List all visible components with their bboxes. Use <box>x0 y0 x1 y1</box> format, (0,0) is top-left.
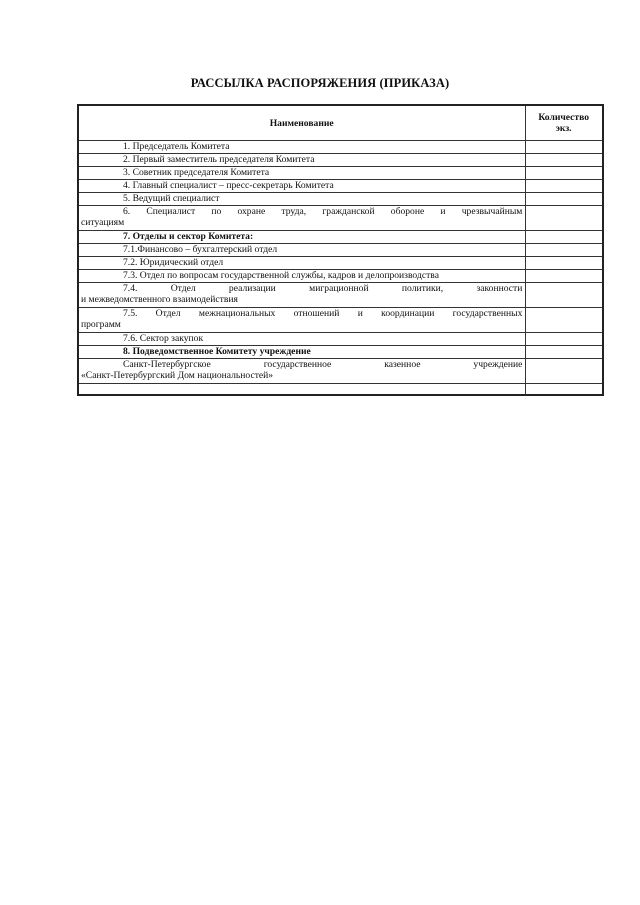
recipient-name <box>78 359 526 384</box>
recipient-quantity <box>526 154 603 167</box>
recipient-quantity <box>526 283 603 308</box>
table-row <box>78 180 603 193</box>
table-row <box>78 244 603 257</box>
header-quantity-line1: Количество <box>538 112 590 123</box>
table-row <box>78 257 603 270</box>
recipient-name <box>78 206 526 231</box>
recipient-name: 4. Главный специалист – пресс-секретарь Комитета <box>78 180 526 193</box>
table-row <box>78 283 603 308</box>
table-row <box>78 206 603 231</box>
page-title: РАССЫЛКА РАСПОРЯЖЕНИЯ (ПРИКАЗА) <box>190 76 450 90</box>
table-row <box>78 141 603 154</box>
recipient-quantity <box>526 206 603 231</box>
recipient-name-line2: ситуациям <box>81 217 125 228</box>
table-row <box>78 270 603 283</box>
recipient-quantity <box>526 244 603 257</box>
recipient-name-line2: и межведомственного взаимодействия <box>81 294 238 305</box>
table-row <box>78 231 603 244</box>
recipient-name-line1: 7.5. Отдел межнациональных отношений и координации государственных <box>123 308 523 319</box>
recipient-name: 2. Первый заместитель председателя Комитета <box>78 154 526 167</box>
recipient-quantity <box>526 167 603 180</box>
recipient-quantity <box>526 193 603 206</box>
recipient-name: 7.6. Сектор закупок <box>78 333 526 346</box>
recipient-name <box>78 283 526 308</box>
section-heading: 7. Отделы и сектор Комитета: <box>78 231 526 244</box>
recipient-name: 7.1.Финансово – бухгалтерский отдел <box>78 244 526 257</box>
recipient-quantity <box>526 231 603 244</box>
recipient-quantity <box>526 270 603 283</box>
recipient-quantity <box>526 180 603 193</box>
header-name: Наименование <box>78 105 526 141</box>
recipient-name: 1. Председатель Комитета <box>78 141 526 154</box>
recipient-quantity <box>526 141 603 154</box>
recipient-name-line2: программ <box>81 319 121 330</box>
header-quantity-line2: экз. <box>555 123 572 134</box>
recipient-name: 7.3. Отдел по вопросам государственной службы, кадров и делопроизводства <box>78 270 526 283</box>
recipient-quantity <box>526 359 603 384</box>
table-header-row <box>78 105 603 141</box>
recipient-name-line1: 6. Специалист по охране труда, гражданской обороне и чрезвычайным <box>123 206 523 217</box>
table-row <box>78 193 603 206</box>
table-row <box>78 346 603 359</box>
recipient-name <box>78 308 526 333</box>
table-row <box>78 359 603 384</box>
recipient-name <box>78 384 526 396</box>
recipient-quantity <box>526 308 603 333</box>
table-row <box>78 154 603 167</box>
recipient-name: 7.2. Юридический отдел <box>78 257 526 270</box>
recipient-quantity <box>526 333 603 346</box>
table-row <box>78 308 603 333</box>
recipient-quantity <box>526 384 603 396</box>
recipient-name-line2: «Санкт-Петербургский Дом национальностей» <box>81 370 274 381</box>
recipient-name: 5. Ведущий специалист <box>78 193 526 206</box>
recipient-quantity <box>526 346 603 359</box>
table-row <box>78 333 603 346</box>
recipient-name-line1: Санкт-Петербургское государственное казенное учреждение <box>123 359 523 370</box>
distribution-table <box>77 104 604 396</box>
section-heading: 8. Подведомственное Комитету учреждение <box>78 346 526 359</box>
recipient-name: 3. Советник председателя Комитета <box>78 167 526 180</box>
header-quantity <box>526 105 603 141</box>
table-row <box>78 167 603 180</box>
table-row-empty <box>78 384 603 396</box>
recipient-quantity <box>526 257 603 270</box>
recipient-name-line1: 7.4. Отдел реализации миграционной политики, законности <box>123 283 523 294</box>
